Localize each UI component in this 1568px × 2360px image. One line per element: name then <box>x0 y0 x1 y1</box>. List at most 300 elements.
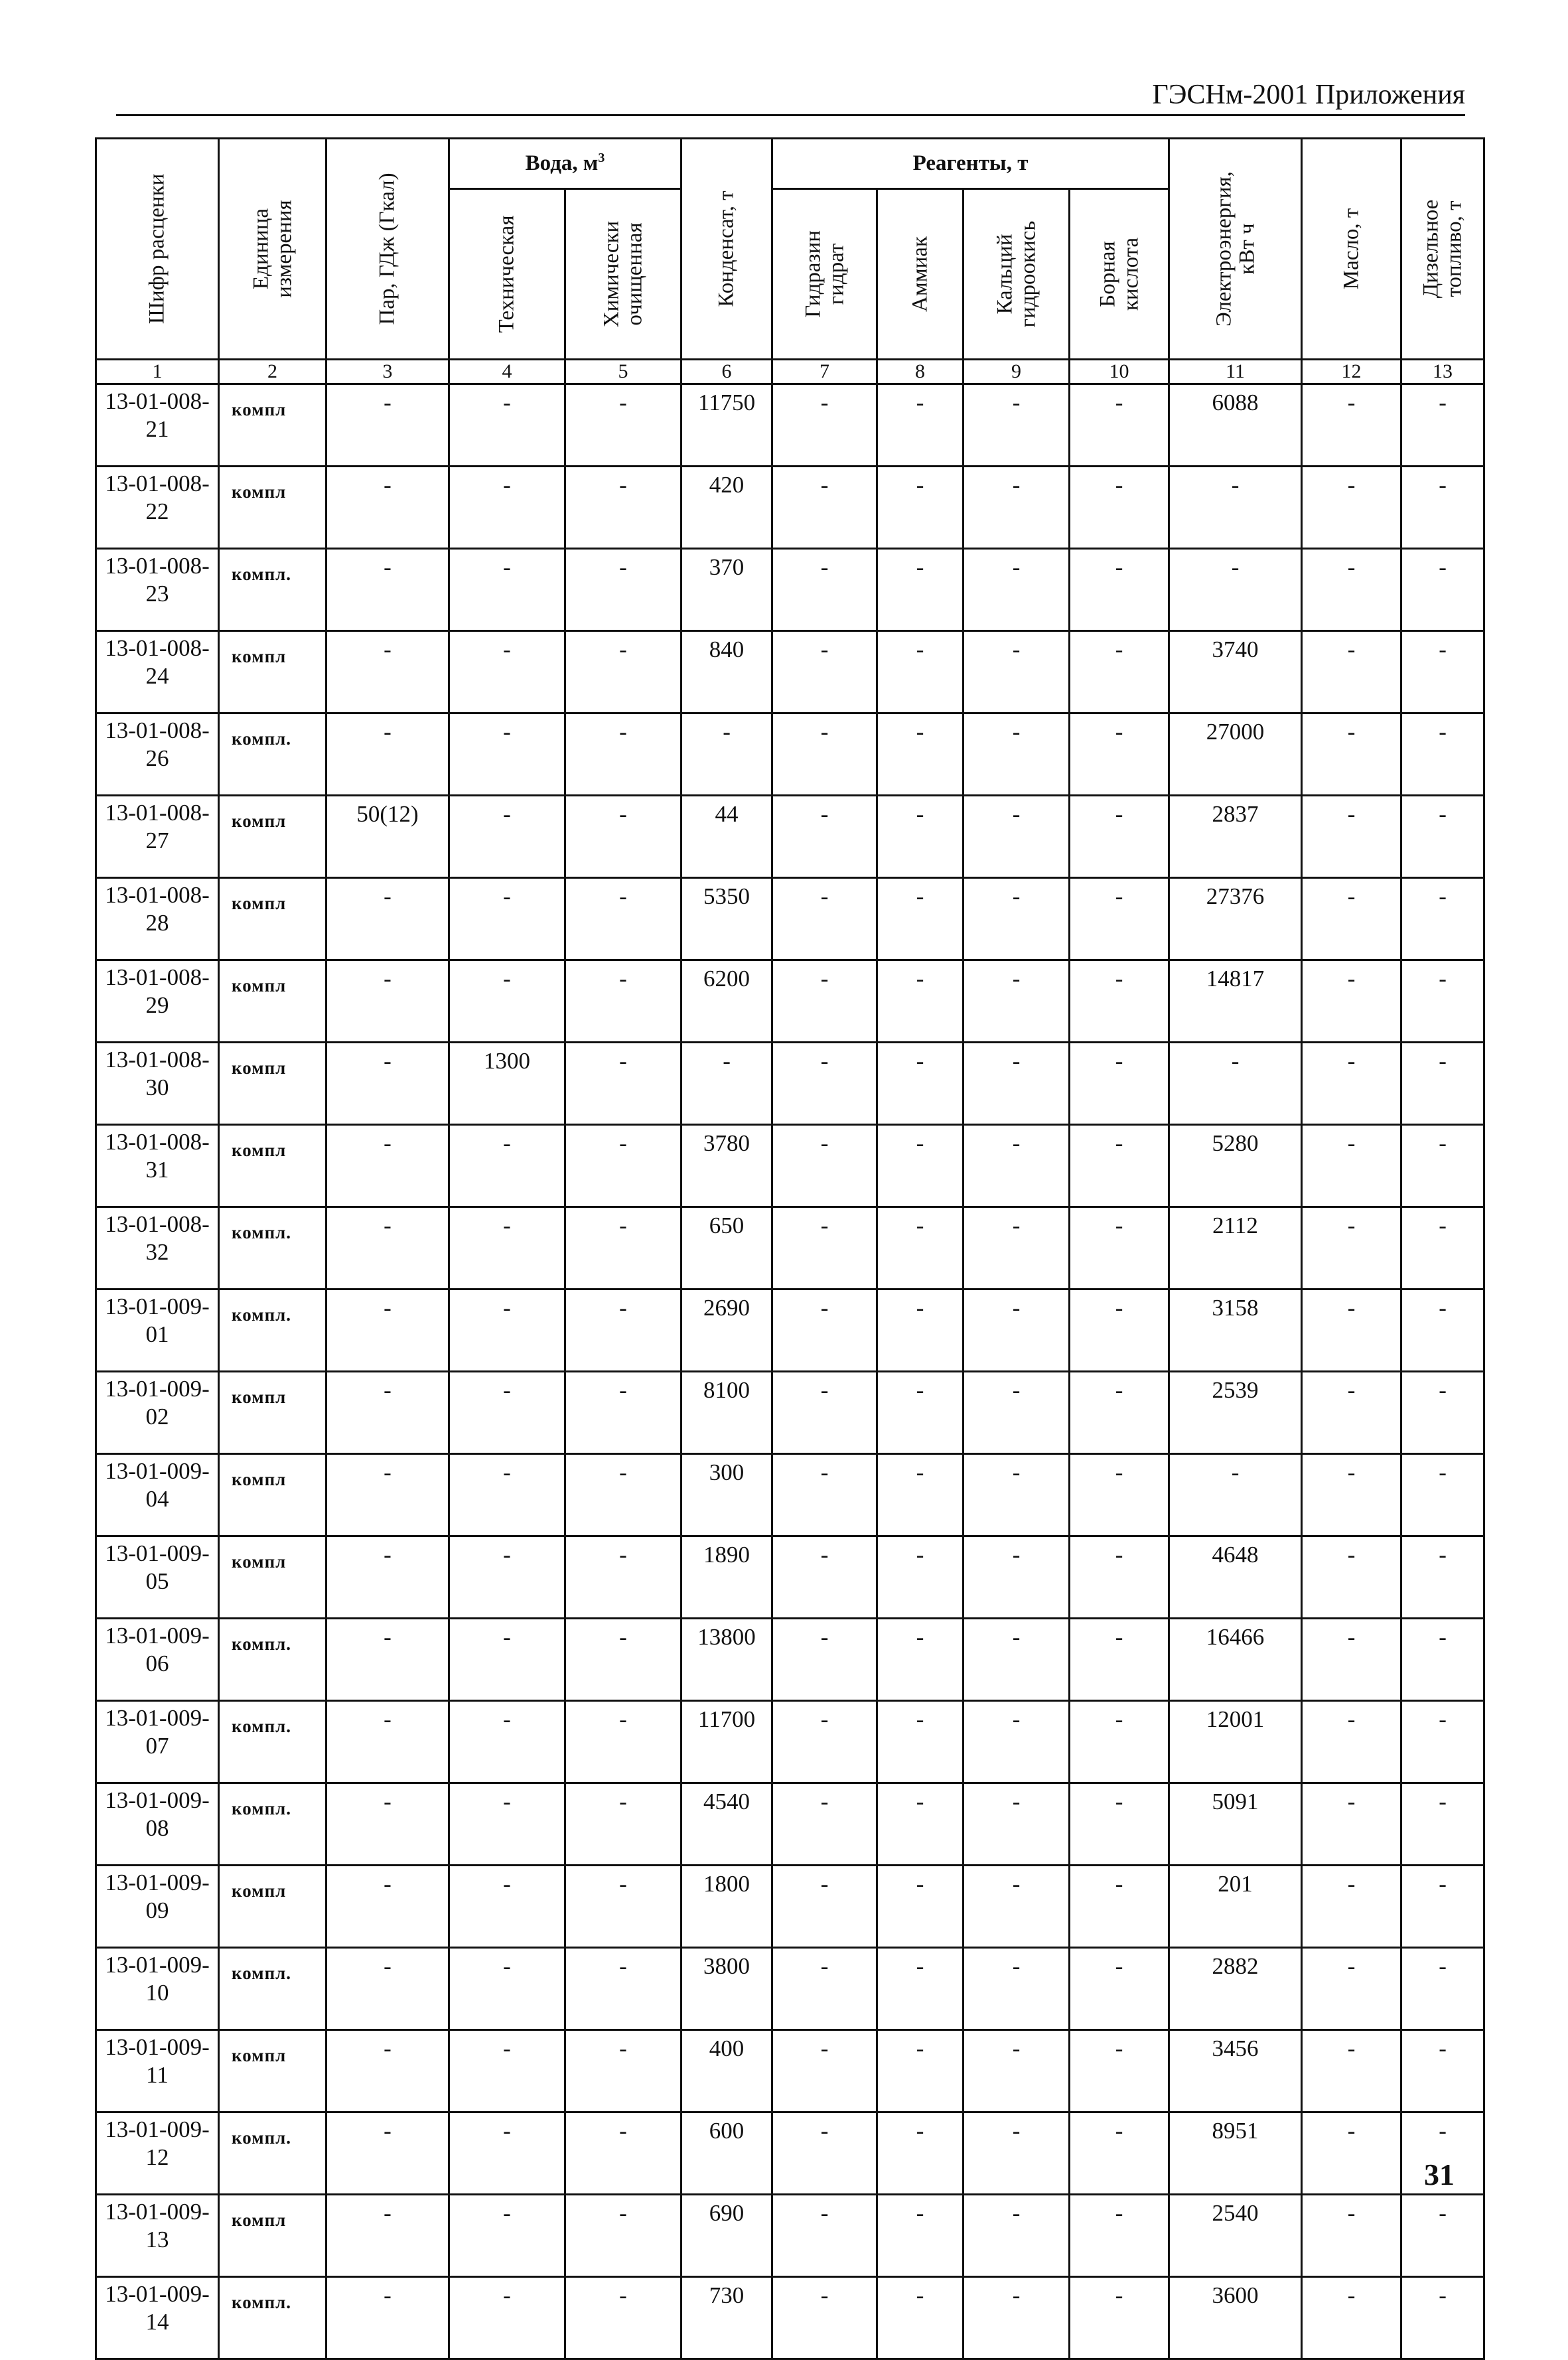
rate-code-cell: 13-01-008-27 <box>96 796 219 878</box>
page-number: 31 <box>1424 2158 1455 2191</box>
unit-cell: компл <box>219 384 326 467</box>
table-row <box>96 2112 1484 2195</box>
value-cell: - <box>772 1536 877 1619</box>
value-cell: - <box>449 1866 565 1948</box>
value-cell: - <box>1070 1125 1169 1207</box>
value-cell: - <box>1401 960 1484 1043</box>
value-cell: - <box>1302 384 1401 467</box>
value-cell: - <box>449 1701 565 1783</box>
value-cell: - <box>877 1372 963 1454</box>
column-number: 11 <box>1169 360 1302 384</box>
value-cell: - <box>1070 384 1169 467</box>
value-cell: - <box>963 960 1070 1043</box>
table-row <box>96 1536 1484 1619</box>
value-cell: - <box>963 2195 1070 2277</box>
header-rule <box>116 114 1465 116</box>
column-number: 13 <box>1401 360 1484 384</box>
value-cell: - <box>772 1290 877 1372</box>
value-cell: - <box>565 1536 681 1619</box>
value-cell: - <box>963 1948 1070 2030</box>
value-cell: - <box>449 878 565 960</box>
col-header-oil: Масло, т <box>1302 139 1401 360</box>
value-cell: - <box>877 1536 963 1619</box>
value-cell: - <box>963 2030 1070 2112</box>
value-cell: - <box>963 1454 1070 1536</box>
value-cell: 300 <box>681 1454 772 1536</box>
value-cell: - <box>449 1454 565 1536</box>
value-cell: 400 <box>681 2030 772 2112</box>
value-cell: - <box>1302 1948 1401 2030</box>
value-cell: - <box>963 467 1070 549</box>
value-cell: - <box>1070 1454 1169 1536</box>
value-cell: - <box>877 1866 963 1948</box>
value-cell: - <box>1070 1948 1169 2030</box>
value-cell: - <box>1302 1372 1401 1454</box>
column-number: 6 <box>681 360 772 384</box>
unit-cell: компл <box>219 1125 326 1207</box>
table-row <box>96 384 1484 467</box>
value-cell: - <box>449 2030 565 2112</box>
unit-cell: компл <box>219 631 326 713</box>
value-cell: - <box>1302 1043 1401 1125</box>
value-cell: 13800 <box>681 1619 772 1701</box>
table-row <box>96 1701 1484 1783</box>
rate-code-cell: 13-01-009-05 <box>96 1536 219 1619</box>
value-cell: - <box>1401 796 1484 878</box>
value-cell: - <box>772 796 877 878</box>
rate-code-cell: 13-01-008-29 <box>96 960 219 1043</box>
value-cell: 201 <box>1169 1866 1302 1948</box>
value-cell: - <box>963 1701 1070 1783</box>
column-number: 10 <box>1070 360 1169 384</box>
value-cell: - <box>877 960 963 1043</box>
value-cell: - <box>772 1207 877 1290</box>
value-cell: - <box>1401 384 1484 467</box>
value-cell: 4540 <box>681 1783 772 1866</box>
value-cell: - <box>449 2112 565 2195</box>
column-number: 9 <box>963 360 1070 384</box>
value-cell: - <box>1401 1290 1484 1372</box>
value-cell: - <box>877 1290 963 1372</box>
value-cell: - <box>449 1536 565 1619</box>
value-cell: 690 <box>681 2195 772 2277</box>
value-cell: - <box>1302 1290 1401 1372</box>
value-cell: - <box>963 2277 1070 2359</box>
column-number: 8 <box>877 360 963 384</box>
unit-cell: компл <box>219 1372 326 1454</box>
value-cell: - <box>449 2277 565 2359</box>
running-header <box>116 70 1465 116</box>
value-cell: 6200 <box>681 960 772 1043</box>
value-cell: - <box>772 1619 877 1701</box>
value-cell: - <box>326 1701 449 1783</box>
value-cell: - <box>963 1125 1070 1207</box>
value-cell: - <box>681 1043 772 1125</box>
value-cell: - <box>877 1454 963 1536</box>
col-header-code: Шифр расценки <box>96 139 219 360</box>
value-cell: - <box>1401 1372 1484 1454</box>
value-cell: - <box>1302 1536 1401 1619</box>
unit-cell: компл <box>219 1454 326 1536</box>
resource-norms-table <box>95 137 1485 2360</box>
value-cell: 3800 <box>681 1948 772 2030</box>
value-cell: - <box>1401 1619 1484 1701</box>
value-cell: 16466 <box>1169 1619 1302 1701</box>
value-cell: - <box>1401 713 1484 796</box>
value-cell: - <box>963 713 1070 796</box>
value-cell: - <box>963 384 1070 467</box>
value-cell: - <box>963 1783 1070 1866</box>
value-cell: - <box>1401 2277 1484 2359</box>
col-header-hydrazine: Гидразин гидрат <box>772 188 877 359</box>
column-number: 12 <box>1302 360 1401 384</box>
unit-cell: компл. <box>219 1783 326 1866</box>
value-cell: - <box>1302 960 1401 1043</box>
value-cell: - <box>772 2030 877 2112</box>
value-cell: - <box>449 1207 565 1290</box>
value-cell: - <box>1302 1619 1401 1701</box>
value-cell: - <box>565 2277 681 2359</box>
unit-cell: компл. <box>219 549 326 631</box>
value-cell: - <box>565 1866 681 1948</box>
value-cell: 730 <box>681 2277 772 2359</box>
table-row <box>96 2195 1484 2277</box>
value-cell: - <box>1070 878 1169 960</box>
value-cell: - <box>877 1783 963 1866</box>
value-cell: - <box>772 878 877 960</box>
rate-code-cell: 13-01-008-24 <box>96 631 219 713</box>
value-cell: - <box>877 2030 963 2112</box>
value-cell: - <box>326 1290 449 1372</box>
value-cell: - <box>565 1290 681 1372</box>
value-cell: - <box>1070 1207 1169 1290</box>
table-row <box>96 960 1484 1043</box>
value-cell: - <box>772 960 877 1043</box>
value-cell: - <box>1302 1866 1401 1948</box>
value-cell: - <box>877 467 963 549</box>
value-cell: - <box>565 1043 681 1125</box>
value-cell: 3740 <box>1169 631 1302 713</box>
value-cell: - <box>449 467 565 549</box>
rate-code-cell: 13-01-009-11 <box>96 2030 219 2112</box>
value-cell: - <box>565 796 681 878</box>
value-cell: - <box>1302 1701 1401 1783</box>
value-cell: - <box>877 796 963 878</box>
value-cell: - <box>1302 1454 1401 1536</box>
value-cell: - <box>565 1372 681 1454</box>
column-number: 1 <box>96 360 219 384</box>
value-cell: - <box>565 2112 681 2195</box>
rate-code-cell: 13-01-008-28 <box>96 878 219 960</box>
value-cell: - <box>1070 1043 1169 1125</box>
value-cell: - <box>1302 713 1401 796</box>
unit-cell: компл <box>219 878 326 960</box>
rate-code-cell: 13-01-009-10 <box>96 1948 219 2030</box>
value-cell: - <box>1302 2277 1401 2359</box>
rate-code-cell: 13-01-009-09 <box>96 1866 219 1948</box>
value-cell: - <box>565 2030 681 2112</box>
table-row <box>96 1866 1484 1948</box>
value-cell: 50(12) <box>326 796 449 878</box>
value-cell: - <box>326 1948 449 2030</box>
column-number-row <box>96 360 1484 384</box>
value-cell: - <box>1401 878 1484 960</box>
value-cell: - <box>772 1454 877 1536</box>
value-cell: - <box>1401 1948 1484 2030</box>
col-group-reagents: Реагенты, т <box>772 139 1169 189</box>
value-cell: - <box>877 878 963 960</box>
table-row <box>96 1290 1484 1372</box>
table-row <box>96 1948 1484 2030</box>
value-cell: - <box>963 1372 1070 1454</box>
value-cell: 420 <box>681 467 772 549</box>
value-cell: - <box>1070 796 1169 878</box>
unit-cell: компл. <box>219 1701 326 1783</box>
value-cell: 5280 <box>1169 1125 1302 1207</box>
value-cell: - <box>1070 467 1169 549</box>
value-cell: - <box>1070 2277 1169 2359</box>
value-cell: - <box>877 1125 963 1207</box>
value-cell: - <box>1401 1701 1484 1783</box>
value-cell: 2540 <box>1169 2195 1302 2277</box>
value-cell: - <box>963 1619 1070 1701</box>
rate-code-cell: 13-01-008-32 <box>96 1207 219 1290</box>
value-cell: - <box>449 631 565 713</box>
value-cell: 5091 <box>1169 1783 1302 1866</box>
value-cell: - <box>772 549 877 631</box>
value-cell: - <box>449 2195 565 2277</box>
table-row <box>96 1783 1484 1866</box>
value-cell: - <box>565 1783 681 1866</box>
value-cell: 27376 <box>1169 878 1302 960</box>
table-row <box>96 2030 1484 2112</box>
value-cell: - <box>449 549 565 631</box>
value-cell: 8951 <box>1169 2112 1302 2195</box>
col-header-electricity: Электроэнергия, кВт ч <box>1169 139 1302 360</box>
value-cell: - <box>877 549 963 631</box>
value-cell: - <box>565 1701 681 1783</box>
value-cell: 2690 <box>681 1290 772 1372</box>
unit-cell: компл <box>219 2030 326 2112</box>
value-cell: 3456 <box>1169 2030 1302 2112</box>
value-cell: - <box>326 1536 449 1619</box>
value-cell: - <box>1169 467 1302 549</box>
rate-code-cell: 13-01-009-14 <box>96 2277 219 2359</box>
rate-code-cell: 13-01-008-21 <box>96 384 219 467</box>
value-cell: 2112 <box>1169 1207 1302 1290</box>
value-cell: - <box>326 1866 449 1948</box>
value-cell: - <box>326 2195 449 2277</box>
value-cell: - <box>326 1372 449 1454</box>
value-cell: - <box>877 1948 963 2030</box>
value-cell: - <box>963 796 1070 878</box>
value-cell: - <box>877 2277 963 2359</box>
col-header-unit: Единица измерения <box>219 139 326 360</box>
value-cell: 3780 <box>681 1125 772 1207</box>
table-row <box>96 1207 1484 1290</box>
value-cell: 2539 <box>1169 1372 1302 1454</box>
value-cell: - <box>1070 1866 1169 1948</box>
table-row <box>96 1619 1484 1701</box>
value-cell: - <box>326 713 449 796</box>
unit-cell: компл. <box>219 1948 326 2030</box>
value-cell: - <box>449 1619 565 1701</box>
value-cell: - <box>772 631 877 713</box>
value-cell: - <box>326 467 449 549</box>
value-cell: - <box>1070 549 1169 631</box>
value-cell: - <box>963 1207 1070 1290</box>
value-cell: - <box>1070 1536 1169 1619</box>
value-cell: - <box>1302 796 1401 878</box>
value-cell: 4648 <box>1169 1536 1302 1619</box>
value-cell: - <box>449 796 565 878</box>
value-cell: 14817 <box>1169 960 1302 1043</box>
value-cell: 600 <box>681 2112 772 2195</box>
value-cell: - <box>1070 960 1169 1043</box>
table-row <box>96 467 1484 549</box>
value-cell: - <box>877 1701 963 1783</box>
value-cell: - <box>1401 1783 1484 1866</box>
value-cell: - <box>772 1043 877 1125</box>
col-group-water: Вода, $м^3$ <box>449 139 681 189</box>
value-cell: - <box>565 2195 681 2277</box>
rate-code-cell: 13-01-008-22 <box>96 467 219 549</box>
value-cell: - <box>565 549 681 631</box>
column-number: 2 <box>219 360 326 384</box>
value-cell: - <box>449 1125 565 1207</box>
value-cell: - <box>877 2112 963 2195</box>
unit-cell: компл <box>219 1043 326 1125</box>
col-header-water-chem: Химически очищенная <box>565 188 681 359</box>
table-row <box>96 796 1484 878</box>
value-cell: - <box>772 1125 877 1207</box>
value-cell: - <box>326 1207 449 1290</box>
table-body <box>96 360 1484 2359</box>
value-cell: - <box>877 631 963 713</box>
rate-code-cell: 13-01-009-13 <box>96 2195 219 2277</box>
value-cell: - <box>772 2277 877 2359</box>
value-cell: 6088 <box>1169 384 1302 467</box>
value-cell: - <box>1302 2030 1401 2112</box>
value-cell: - <box>1070 1619 1169 1701</box>
value-cell: - <box>963 631 1070 713</box>
value-cell: - <box>1302 1125 1401 1207</box>
value-cell: - <box>772 2195 877 2277</box>
value-cell: - <box>877 713 963 796</box>
value-cell: - <box>1302 2195 1401 2277</box>
value-cell: - <box>772 2112 877 2195</box>
value-cell: - <box>772 1372 877 1454</box>
value-cell: - <box>326 1454 449 1536</box>
value-cell: 3158 <box>1169 1290 1302 1372</box>
table-row <box>96 878 1484 960</box>
value-cell: - <box>963 549 1070 631</box>
value-cell: 650 <box>681 1207 772 1290</box>
col-header-condensate: Конденсат, т <box>681 139 772 360</box>
rate-code-cell: 13-01-009-02 <box>96 1372 219 1454</box>
value-cell: 8100 <box>681 1372 772 1454</box>
value-cell: - <box>772 713 877 796</box>
value-cell: - <box>1070 631 1169 713</box>
value-cell: - <box>1302 467 1401 549</box>
value-cell: - <box>1401 631 1484 713</box>
value-cell: - <box>1070 2030 1169 2112</box>
value-cell: - <box>1401 1043 1484 1125</box>
value-cell: - <box>1401 1207 1484 1290</box>
value-cell: - <box>1302 878 1401 960</box>
value-cell: - <box>1302 1207 1401 1290</box>
value-cell: - <box>877 384 963 467</box>
unit-cell: компл <box>219 1866 326 1948</box>
rate-code-cell: 13-01-009-06 <box>96 1619 219 1701</box>
value-cell: - <box>565 1948 681 2030</box>
value-cell: - <box>963 2112 1070 2195</box>
table-row <box>96 1454 1484 1536</box>
rate-code-cell: 13-01-008-26 <box>96 713 219 796</box>
value-cell: - <box>449 1290 565 1372</box>
value-cell: - <box>877 1043 963 1125</box>
value-cell: 12001 <box>1169 1701 1302 1783</box>
value-cell: - <box>1302 549 1401 631</box>
value-cell: - <box>326 1043 449 1125</box>
value-cell: - <box>1401 1866 1484 1948</box>
value-cell: - <box>565 631 681 713</box>
value-cell: 1300 <box>449 1043 565 1125</box>
value-cell: - <box>772 1948 877 2030</box>
value-cell: - <box>877 2195 963 2277</box>
value-cell: - <box>1070 1290 1169 1372</box>
value-cell: - <box>449 713 565 796</box>
value-cell: 5350 <box>681 878 772 960</box>
value-cell: - <box>326 878 449 960</box>
value-cell: - <box>1070 1701 1169 1783</box>
rate-code-cell: 13-01-009-04 <box>96 1454 219 1536</box>
value-cell: - <box>565 1207 681 1290</box>
value-cell: - <box>1401 1125 1484 1207</box>
col-header-calcium: Кальций гидроокись <box>963 188 1070 359</box>
value-cell: - <box>1070 1372 1169 1454</box>
value-cell: - <box>963 1536 1070 1619</box>
unit-cell: компл. <box>219 1619 326 1701</box>
value-cell: - <box>565 960 681 1043</box>
table-row <box>96 549 1484 631</box>
value-cell: - <box>1401 467 1484 549</box>
value-cell: - <box>1401 2112 1484 2195</box>
value-cell: - <box>1070 2195 1169 2277</box>
value-cell: 2837 <box>1169 796 1302 878</box>
value-cell: - <box>326 2277 449 2359</box>
value-cell: 1890 <box>681 1536 772 1619</box>
value-cell: 27000 <box>1169 713 1302 796</box>
value-cell: - <box>772 1783 877 1866</box>
value-cell: - <box>449 384 565 467</box>
unit-cell: компл <box>219 1536 326 1619</box>
value-cell: - <box>1169 1454 1302 1536</box>
table-row <box>96 1043 1484 1125</box>
unit-cell: компл <box>219 467 326 549</box>
rate-code-cell: 13-01-009-08 <box>96 1783 219 1866</box>
value-cell: - <box>1169 1043 1302 1125</box>
unit-cell: компл. <box>219 713 326 796</box>
value-cell: - <box>565 713 681 796</box>
table-row <box>96 713 1484 796</box>
value-cell: - <box>449 1948 565 2030</box>
value-cell: - <box>963 1866 1070 1948</box>
unit-cell: компл. <box>219 1290 326 1372</box>
rate-code-cell: 13-01-008-23 <box>96 549 219 631</box>
rate-code-cell: 13-01-008-31 <box>96 1125 219 1207</box>
value-cell: - <box>326 1783 449 1866</box>
